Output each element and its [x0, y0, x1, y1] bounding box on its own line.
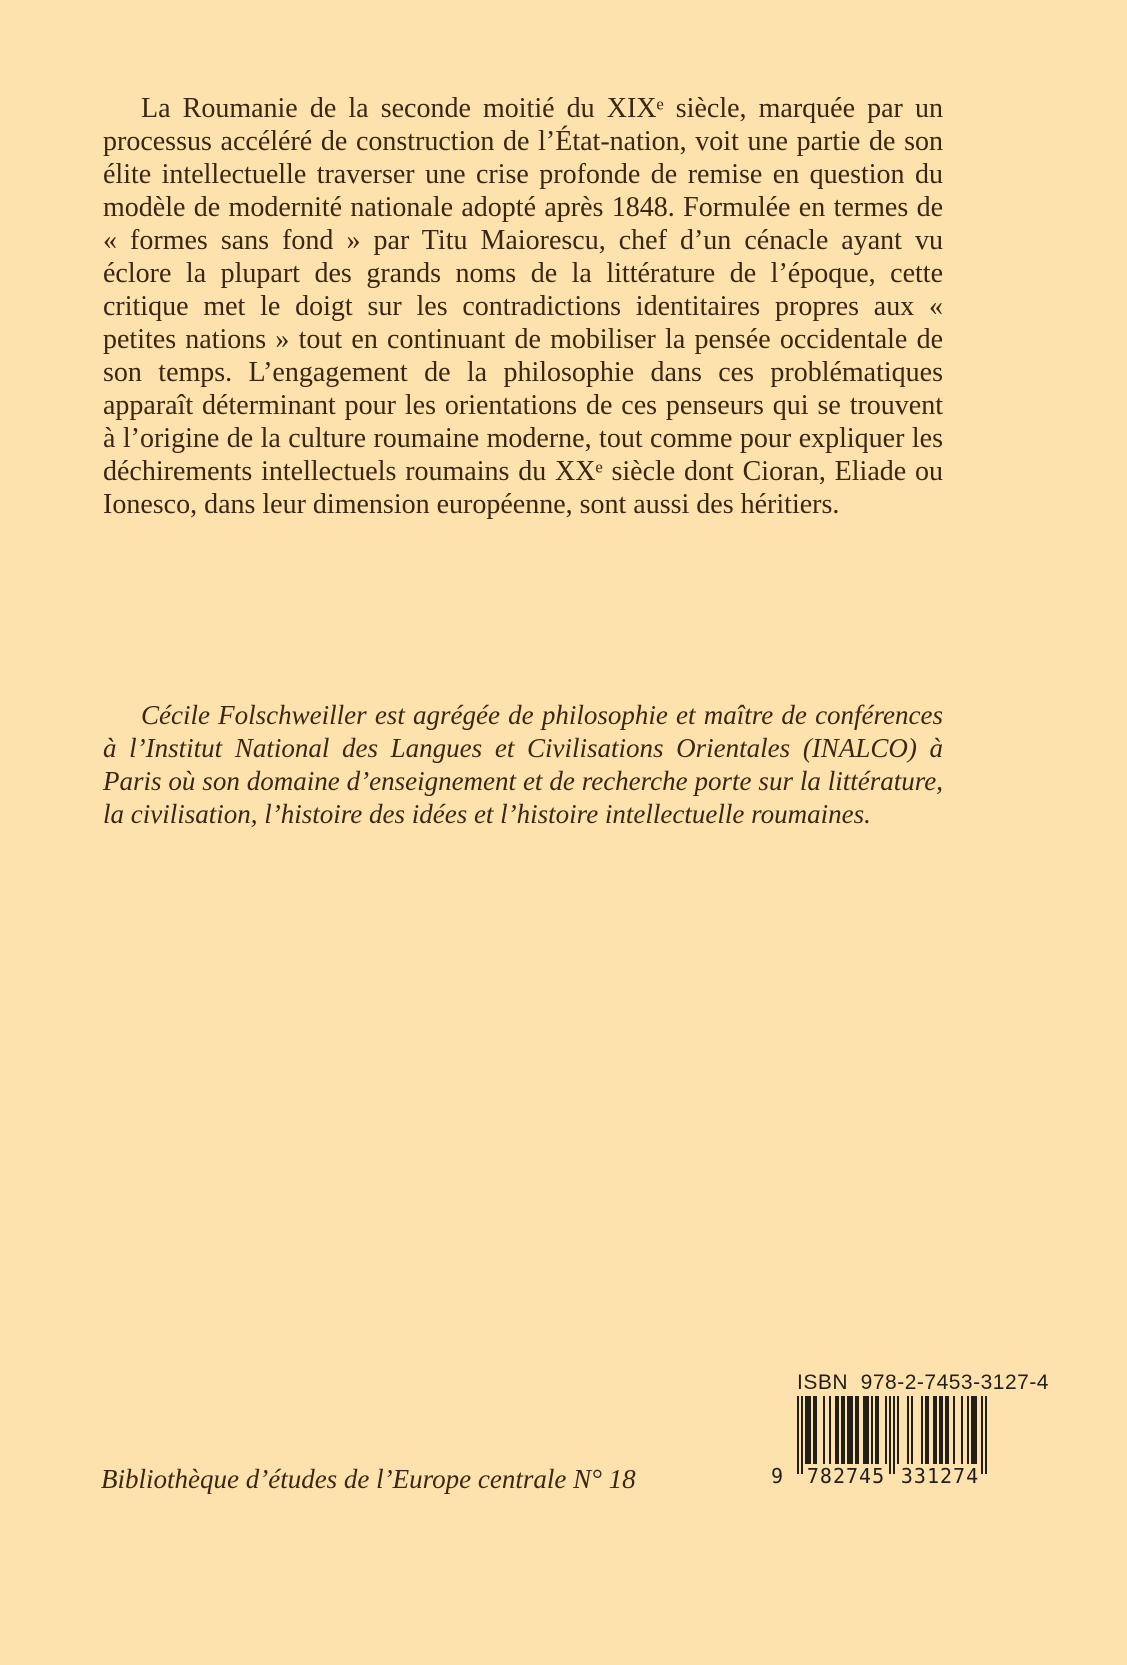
barcode-digit-first: 9	[771, 1464, 784, 1488]
barcode-digits-left: 782745	[806, 1464, 886, 1488]
barcode-digits-right: 331274	[900, 1464, 980, 1488]
series-title: Bibliothèque d’études de l’Europe centrale N° 18	[101, 1464, 636, 1494]
ean13-barcode-svg	[797, 1396, 987, 1474]
synopsis-paragraph: La Roumanie de la seconde moitié du XIXᵉ siècle, marquée par un processus accéléré de construction de l’État-nation, voit une partie de son élite intellectuelle traverser une crise profonde de remise en question du modèle de modernité nationale adopté après 1848. Formulée en termes de « formes sans fond » par Titu Maiorescu, chef d’un cénacle ayant vu éclore la plupart des grands noms de la littérature de l’époque, cette critique met le doigt sur les contradictions identitaires propres aux « petites nations » tout en continuant de mobiliser la pensée occidentale de son temps. L’engagement de la philosophie dans ces problématiques apparaît déterminant pour les orientations de ces penseurs qui se trouvent à l’origine de la culture roumaine moderne, tout comme pour expliquer les déchirements intellectuels roumains du XXᵉ siècle dont Cioran, Eliade ou Ionesco, dans leur dimension européenne, sont aussi des héritiers.	[103, 93, 943, 520]
author-bio-paragraph: Cécile Folschweiller est agrégée de philosophie et maître de conférences à l’Institut National des Langues et Civilisations Orientales (INALCO) à Paris où son domaine d’enseignement et de recherche porte sur la littérature, la civilisation, l’histoire des idées et l’histoire intellectuelle roumaines.	[103, 700, 943, 829]
ean13-barcode	[771, 1396, 987, 1496]
isbn-block	[771, 1371, 1049, 1496]
isbn-number: ISBN 978-2-7453-3127-4	[797, 1371, 1049, 1394]
